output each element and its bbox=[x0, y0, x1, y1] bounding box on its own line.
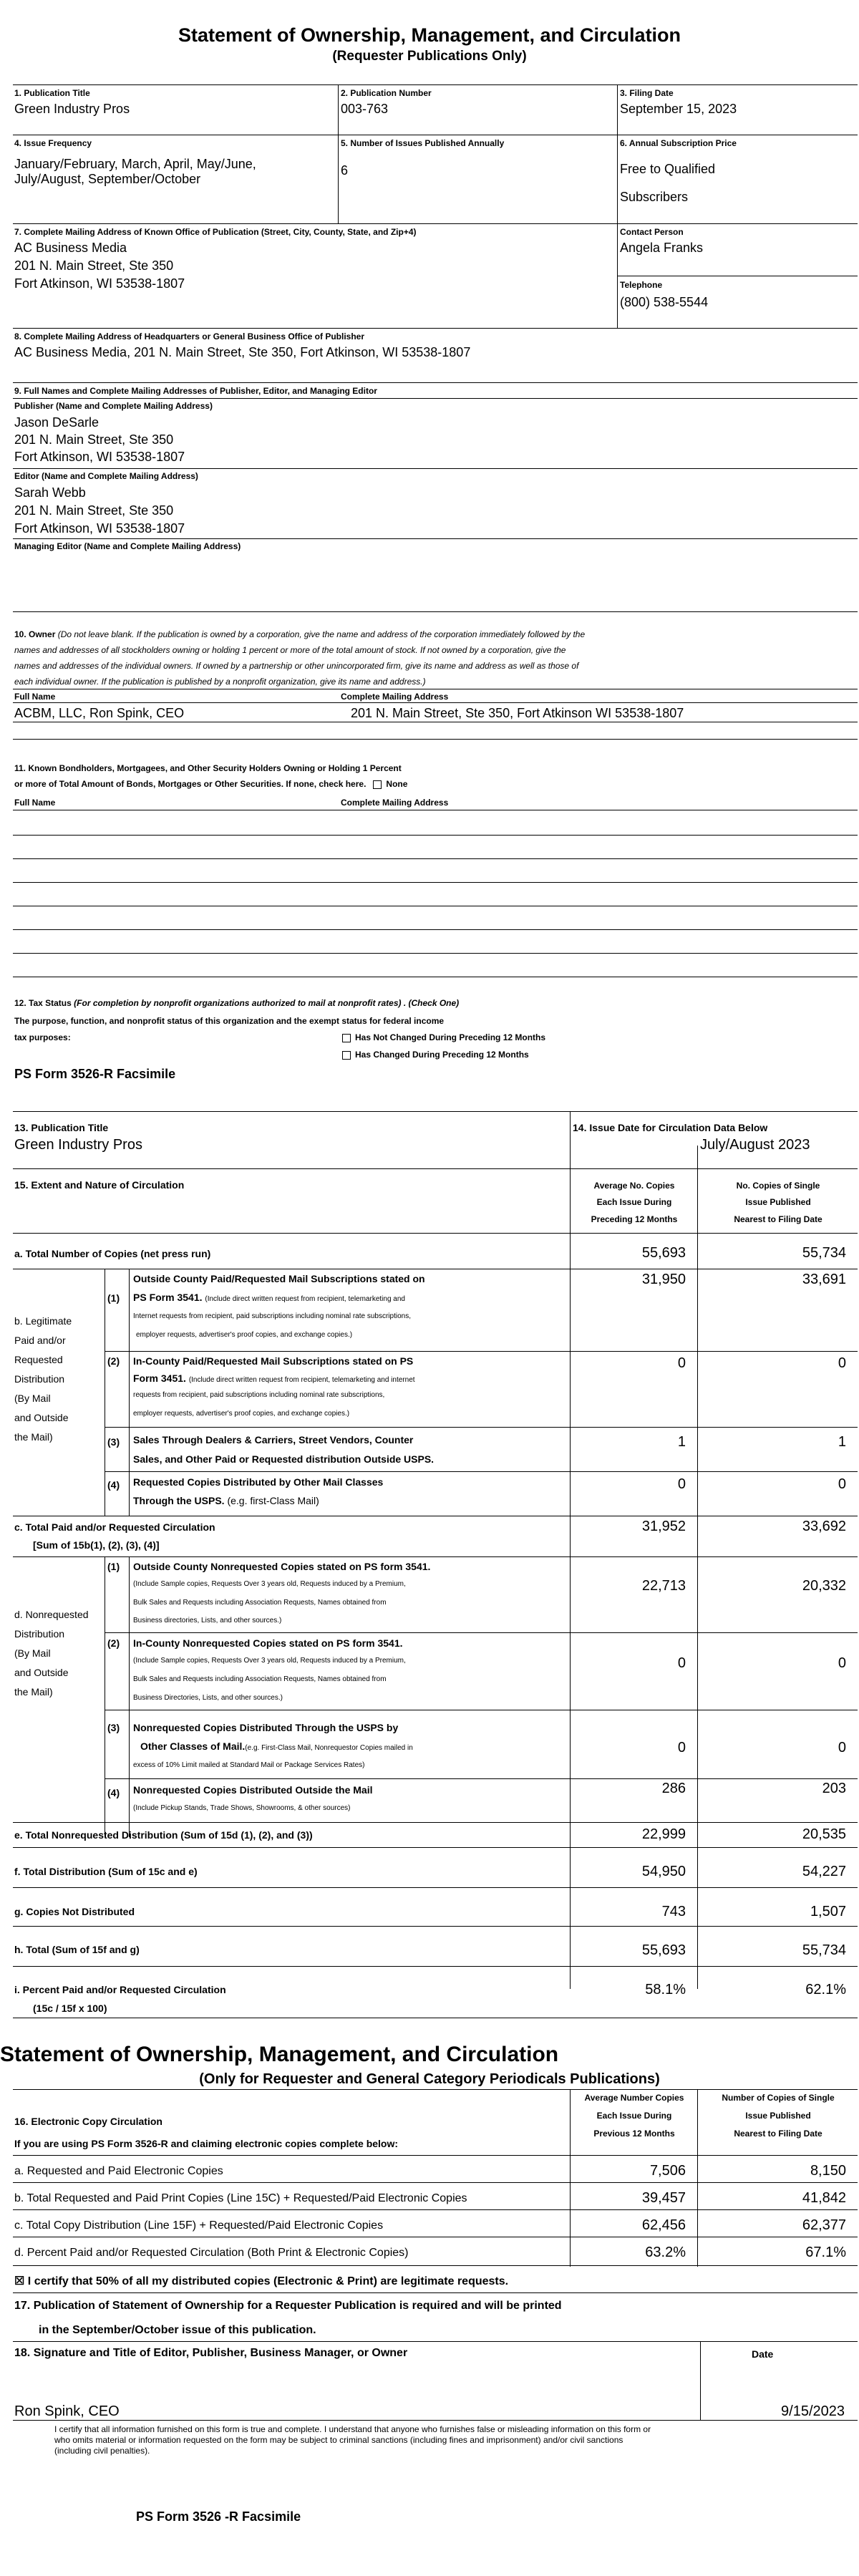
certify-text: I certify that 50% of all my distributed copies (Electronic & Print) are legitimate requests. bbox=[27, 2275, 509, 2287]
divider bbox=[570, 1111, 571, 1989]
full-name-header: Full Name bbox=[14, 692, 56, 702]
page-title: Statement of Ownership, Management, and Circulation bbox=[178, 24, 681, 46]
col-header-avg: Average No. Copies bbox=[593, 1181, 675, 1191]
row-i-avg: 58.1% bbox=[645, 1982, 686, 1998]
legal-text: (including civil penalties). bbox=[54, 2446, 150, 2456]
e-row-b-label: b. Total Requested and Paid Print Copies (Line 15C) + Requested/Paid Electronic Copies bbox=[14, 2192, 467, 2204]
mailing-address-label: 7. Complete Mailing Address of Known Office of Publication (Street, City, County, State, and Zip+4) bbox=[14, 227, 417, 237]
row-d2-text: In-County Nonrequested Copies stated on PS form 3541. bbox=[133, 1637, 403, 1649]
b-side-label: Requested bbox=[14, 1354, 63, 1365]
b-side-label: Paid and/or bbox=[14, 1335, 66, 1346]
row-d3-note: (e.g. First-Class Mail, Nonrequestor Copies mailed in bbox=[245, 1744, 413, 1752]
row-b2-note: (Include direct written request from recipient, telemarketing and internet bbox=[188, 1376, 415, 1384]
row-b1-single: 33,691 bbox=[802, 1272, 846, 1287]
section17-text: in the September/October issue of this publication. bbox=[39, 2324, 316, 2336]
row-e-label: e. Total Nonrequested Distribution (Sum of 15d (1), (2), and (3)) bbox=[14, 1829, 313, 1841]
row-i-label: i. Percent Paid and/or Requested Circulation bbox=[14, 1984, 226, 1995]
managing-editor-label: Managing Editor (Name and Complete Mailing Address) bbox=[14, 541, 241, 551]
b-side-label: b. Legitimate bbox=[14, 1315, 72, 1327]
e-row-b-avg: 39,457 bbox=[641, 2190, 686, 2206]
row-g-single: 1,507 bbox=[810, 1904, 846, 1919]
num-issues-value: 6 bbox=[341, 163, 349, 178]
row-g-avg: 743 bbox=[661, 1904, 686, 1919]
e-row-d-single: 67.1% bbox=[805, 2245, 846, 2260]
d-side-label: the Mail) bbox=[14, 1686, 53, 1698]
divider bbox=[13, 882, 858, 883]
row-b4-text bbox=[133, 1495, 319, 1506]
d-side-label: d. Nonrequested bbox=[14, 1609, 89, 1620]
mailing-address-line: AC Business Media bbox=[14, 241, 127, 255]
page-subtitle: (Requester Publications Only) bbox=[332, 49, 527, 64]
divider bbox=[13, 2265, 858, 2266]
owner-note: (Do not leave blank. If the publication is owned by a corporation, give the name and address of the corporation immediately followed by the bbox=[57, 629, 586, 639]
issue-frequency-label: 4. Issue Frequency bbox=[14, 138, 92, 148]
col-header-avg: Preceding 12 Months bbox=[591, 1214, 678, 1224]
contact-person-value: Angela Franks bbox=[620, 241, 704, 255]
row-b1-num: (1) bbox=[107, 1292, 120, 1304]
row-b1-note: Internet requests from recipient, paid subscriptions including nominal rate subscriptions, bbox=[133, 1312, 411, 1320]
section17-text: 17. Publication of Statement of Ownership for a Requester Publication is required and will be printed bbox=[14, 2300, 562, 2312]
e-row-c-single: 62,377 bbox=[802, 2217, 846, 2233]
owner-label-line bbox=[14, 629, 585, 639]
bondholders-label-text: or more of Total Amount of Bonds, Mortgages or Other Securities. If none, check here. bbox=[14, 779, 367, 789]
e-row-a-label: a. Requested and Paid Electronic Copies bbox=[14, 2165, 223, 2177]
mailing-address-line: Fort Atkinson, WI 53538-1807 bbox=[14, 276, 185, 291]
issue-date-label: 14. Issue Date for Circulation Data Below bbox=[573, 1122, 768, 1133]
row-f-avg: 54,950 bbox=[641, 1864, 686, 1879]
divider bbox=[570, 2089, 571, 2267]
bond-full-name-header: Full Name bbox=[14, 798, 56, 808]
row-c-label: c. Total Paid and/or Requested Circulation bbox=[14, 1521, 215, 1533]
divider bbox=[13, 739, 858, 740]
e-col-header-single: Nearest to Filing Date bbox=[734, 2129, 822, 2139]
tax-status-note: (For completion by nonprofit organizations authorized to mail at nonprofit rates) . (Check One) bbox=[74, 998, 460, 1008]
tax-option-changed[interactable] bbox=[342, 1050, 529, 1060]
row-c-label: [Sum of 15b(1), (2), (3), (4)] bbox=[33, 1539, 160, 1551]
tax-status-text: The purpose, function, and nonprofit status of this organization and the exempt status for federal income bbox=[14, 1016, 445, 1026]
legal-text: who omits material or information requested on the form may be subject to criminal sanctions (including fines and imprisonment) and/or civil sanctions bbox=[54, 2435, 623, 2445]
row-f-single: 54,227 bbox=[802, 1864, 846, 1879]
pub-number-label: 2. Publication Number bbox=[341, 88, 432, 98]
divider bbox=[105, 1632, 858, 1633]
divider bbox=[13, 702, 858, 703]
tax-status-text: tax purposes: bbox=[14, 1032, 71, 1042]
divider bbox=[697, 2089, 698, 2267]
row-d2-note: Business Directories, Lists, and other sources.) bbox=[133, 1694, 283, 1702]
row-a-label: a. Total Number of Copies (net press run) bbox=[14, 1248, 211, 1259]
checkbox-icon[interactable] bbox=[342, 1034, 351, 1042]
signature-label: 18. Signature and Title of Editor, Publisher, Business Manager, or Owner bbox=[14, 2347, 408, 2359]
pub-title-value: Green Industry Pros bbox=[14, 102, 130, 116]
row-d3-note: excess of 10% Limit mailed at Standard Mail or Package Services Rates) bbox=[133, 1761, 365, 1769]
row-c-single: 33,692 bbox=[802, 1519, 846, 1534]
row-b4-text: Requested Copies Distributed by Other Mail Classes bbox=[133, 1476, 384, 1488]
tax-option-unchanged[interactable] bbox=[342, 1032, 545, 1042]
issue-frequency-value: January/February, March, April, May/June, bbox=[14, 157, 256, 171]
divider bbox=[13, 1168, 858, 1169]
divider bbox=[13, 611, 858, 612]
divider bbox=[105, 1427, 858, 1428]
row-b4-num: (4) bbox=[107, 1479, 120, 1491]
tax-status-label: 12. Tax Status bbox=[14, 998, 72, 1008]
row-d4-avg: 286 bbox=[661, 1781, 686, 1796]
row-d4-note: (Include Pickup Stands, Trade Shows, Showrooms, & other sources) bbox=[133, 1804, 351, 1812]
names-label: 9. Full Names and Complete Mailing Addresses of Publisher, Editor, and Managing Editor bbox=[14, 386, 377, 396]
col-header-single: No. Copies of Single bbox=[736, 1181, 820, 1191]
row-b3-single: 1 bbox=[838, 1434, 846, 1450]
tax-status-line bbox=[14, 998, 459, 1008]
row-g-label: g. Copies Not Distributed bbox=[14, 1906, 135, 1917]
divider bbox=[13, 328, 858, 329]
row-d4-single: 203 bbox=[822, 1781, 846, 1796]
owner-note: names and addresses of the individual owners. If owned by a partnership or other unincorporated firm, give its name and address as well as those of bbox=[14, 661, 579, 671]
divider bbox=[617, 84, 618, 328]
pub-title-label: 1. Publication Title bbox=[14, 88, 90, 98]
divider bbox=[13, 953, 858, 954]
divider bbox=[13, 468, 858, 469]
date-label: Date bbox=[752, 2348, 774, 2360]
row-h-single: 55,734 bbox=[802, 1942, 846, 1958]
subscription-price-label: 6. Annual Subscription Price bbox=[620, 138, 737, 148]
row-d2-note: (Include Sample copies, Requests Over 3 years old, Requests induced by a Premium, bbox=[133, 1657, 406, 1665]
row-d4-num: (4) bbox=[107, 1787, 120, 1798]
contact-person-label: Contact Person bbox=[620, 227, 684, 237]
electronic-copy-label: 16. Electronic Copy Circulation bbox=[14, 2116, 162, 2127]
row-d2-note: Bulk Sales and Requests including Association Requests, Names obtained from bbox=[133, 1675, 387, 1683]
divider bbox=[13, 2209, 858, 2210]
tax-option-label: Has Not Changed During Preceding 12 Months bbox=[355, 1032, 546, 1042]
divider bbox=[13, 1822, 858, 1823]
none-checkbox[interactable] bbox=[373, 780, 382, 789]
e-col-header-single: Number of Copies of Single bbox=[722, 2093, 835, 2103]
row-b1-note: employer requests, advertiser's proof copies, and exchange copies.) bbox=[136, 1331, 353, 1339]
row-h-label: h. Total (Sum of 15f and g) bbox=[14, 1944, 140, 1955]
pub-title-value-2: Green Industry Pros bbox=[14, 1137, 142, 1153]
row-b1-form: PS Form 3541. bbox=[133, 1292, 203, 1303]
b-side-label: (By Mail bbox=[14, 1393, 51, 1404]
divider bbox=[13, 1926, 858, 1927]
e-col-header-avg: Average Number Copies bbox=[584, 2093, 684, 2103]
row-i-label: (15c / 15f x 100) bbox=[33, 2003, 107, 2014]
divider bbox=[13, 398, 858, 399]
e-row-d-label: d. Percent Paid and/or Requested Circulation (Both Print & Electronic Copies) bbox=[14, 2247, 409, 2259]
subscription-price-value: Free to Qualified bbox=[620, 162, 716, 176]
checkbox-icon[interactable] bbox=[342, 1051, 351, 1060]
e-col-header-avg: Previous 12 Months bbox=[593, 2129, 675, 2139]
certify-checkbox[interactable]: ☒ bbox=[14, 2275, 25, 2287]
d-side-label: and Outside bbox=[14, 1667, 69, 1678]
row-d4-text: Nonrequested Copies Distributed Outside the Mail bbox=[133, 1784, 373, 1796]
filing-date-label: 3. Filing Date bbox=[620, 88, 674, 98]
divider bbox=[13, 1847, 858, 1848]
none-label: None bbox=[386, 779, 408, 789]
owner-label: 10. Owner bbox=[14, 629, 56, 639]
mailing-address-line: 201 N. Main Street, Ste 350 bbox=[14, 258, 174, 273]
extent-label: 15. Extent and Nature of Circulation bbox=[14, 1179, 185, 1191]
divider bbox=[129, 1556, 130, 1837]
row-e-single: 20,535 bbox=[802, 1826, 846, 1842]
form-footer-label: PS Form 3526-R Facsimile bbox=[14, 1067, 176, 1081]
e-row-d-avg: 63.2% bbox=[645, 2245, 686, 2260]
hq-address-value: AC Business Media, 201 N. Main Street, Ste 350, Fort Atkinson, WI 53538-1807 bbox=[14, 345, 471, 359]
electronic-section-title: Statement of Ownership, Management, and Circulation bbox=[0, 2043, 559, 2066]
col-header-single: Issue Published bbox=[745, 1197, 811, 1207]
issue-date-value: July/August 2023 bbox=[700, 1137, 810, 1153]
row-d1-avg: 22,713 bbox=[641, 1578, 686, 1594]
row-b4-usps: Through the USPS. bbox=[133, 1495, 225, 1506]
row-b3-avg: 1 bbox=[677, 1434, 686, 1450]
row-b2-text: In-County Paid/Requested Mail Subscriptions stated on PS bbox=[133, 1355, 414, 1367]
certify-line bbox=[14, 2274, 508, 2288]
signer-name: Ron Spink, CEO bbox=[14, 2403, 120, 2419]
row-d3-avg: 0 bbox=[677, 1740, 686, 1756]
divider bbox=[700, 2341, 701, 2420]
subscription-price-value: Subscribers bbox=[620, 190, 689, 204]
row-d3-text bbox=[140, 1740, 413, 1752]
row-d1-note: (Include Sample copies, Requests Over 3 years old, Requests induced by a Premium, bbox=[133, 1580, 406, 1588]
divider bbox=[13, 1887, 858, 1888]
row-e-avg: 22,999 bbox=[641, 1826, 686, 1842]
complete-address-header: Complete Mailing Address bbox=[341, 692, 449, 702]
publisher-line: 201 N. Main Street, Ste 350 bbox=[14, 432, 174, 447]
editor-line: Fort Atkinson, WI 53538-1807 bbox=[14, 521, 185, 536]
divider bbox=[13, 382, 858, 383]
divider bbox=[105, 1351, 858, 1352]
row-d3-num: (3) bbox=[107, 1722, 120, 1733]
row-d1-note: Bulk Sales and Requests including Association Requests, Names obtained from bbox=[133, 1599, 387, 1607]
b-side-label: and Outside bbox=[14, 1412, 69, 1423]
e-row-a-avg: 7,506 bbox=[649, 2163, 686, 2179]
divider bbox=[13, 2341, 858, 2342]
row-b1-note: (Include direct written request from recipient, telemarketing and bbox=[205, 1295, 405, 1303]
d-side-label: (By Mail bbox=[14, 1647, 51, 1659]
row-a-single: 55,734 bbox=[802, 1245, 846, 1261]
divider bbox=[105, 1778, 858, 1779]
row-b2-form: Form 3451. bbox=[133, 1372, 186, 1384]
row-b4-avg: 0 bbox=[677, 1476, 686, 1492]
row-a-avg: 55,693 bbox=[641, 1245, 686, 1261]
row-b2-note: employer requests, advertiser's proof copies, and exchange copies.) bbox=[133, 1410, 350, 1418]
divider bbox=[13, 223, 858, 224]
row-b2-note: requests from recipient, paid subscriptions including nominal rate subscriptions, bbox=[133, 1391, 385, 1399]
row-b2-single: 0 bbox=[838, 1355, 846, 1371]
row-d2-avg: 0 bbox=[677, 1655, 686, 1671]
row-b3-text: Sales Through Dealers & Carriers, Street Vendors, Counter bbox=[133, 1434, 414, 1446]
num-issues-label: 5. Number of Issues Published Annually bbox=[341, 138, 505, 148]
divider bbox=[13, 2089, 858, 2090]
e-col-header-avg: Each Issue During bbox=[596, 2111, 672, 2121]
bondholders-label: 11. Known Bondholders, Mortgagees, and Other Security Holders Owning or Holding 1 Percent bbox=[14, 763, 402, 773]
e-row-c-avg: 62,456 bbox=[641, 2217, 686, 2233]
row-d3-classes: Other Classes of Mail. bbox=[140, 1740, 246, 1752]
telephone-value: (800) 538-5544 bbox=[620, 295, 709, 309]
e-row-a-single: 8,150 bbox=[810, 2163, 846, 2179]
row-i-single: 62.1% bbox=[805, 1982, 846, 1998]
row-b1-text bbox=[133, 1292, 405, 1303]
divider bbox=[697, 1146, 698, 1989]
divider bbox=[13, 2292, 858, 2293]
bond-address-header: Complete Mailing Address bbox=[341, 798, 449, 808]
divider bbox=[13, 84, 858, 85]
col-header-avg: Each Issue During bbox=[596, 1197, 672, 1207]
row-b2-avg: 0 bbox=[677, 1355, 686, 1371]
divider bbox=[13, 2420, 858, 2421]
tax-option-label: Has Changed During Preceding 12 Months bbox=[355, 1050, 529, 1060]
pub-number-value: 003-763 bbox=[341, 102, 389, 116]
e-row-b-single: 41,842 bbox=[802, 2190, 846, 2206]
form-footer-label-2: PS Form 3526 -R Facsimile bbox=[136, 2509, 301, 2524]
row-b4-note: (e.g. first-Class Mail) bbox=[227, 1495, 319, 1506]
divider bbox=[13, 835, 858, 836]
owner-note: names and addresses of all stockholders owning or holding 1 percent or more of the total amount of stock. If not owned by a corporation, give the bbox=[14, 645, 566, 655]
b-side-label: Distribution bbox=[14, 1373, 65, 1385]
row-d1-note: Business directories, Lists, and other sources.) bbox=[133, 1617, 282, 1624]
row-b2-text bbox=[133, 1372, 415, 1384]
row-f-label: f. Total Distribution (Sum of 15c and e) bbox=[14, 1866, 198, 1877]
divider bbox=[13, 538, 858, 539]
row-h-avg: 55,693 bbox=[641, 1942, 686, 1958]
row-d1-num: (1) bbox=[107, 1561, 120, 1572]
telephone-label: Telephone bbox=[620, 280, 663, 290]
pub-title-label-2: 13. Publication Title bbox=[14, 1122, 109, 1133]
row-b3-text: Sales, and Other Paid or Requested distribution Outside USPS. bbox=[133, 1453, 435, 1465]
row-b1-text: Outside County Paid/Requested Mail Subscriptions stated on bbox=[133, 1273, 425, 1284]
row-d2-single: 0 bbox=[838, 1655, 846, 1671]
editor-line: 201 N. Main Street, Ste 350 bbox=[14, 503, 174, 518]
row-d1-text: Outside County Nonrequested Copies stated on PS form 3541. bbox=[133, 1561, 431, 1572]
divider bbox=[13, 858, 858, 859]
b-side-label: the Mail) bbox=[14, 1431, 53, 1443]
d-side-label: Distribution bbox=[14, 1628, 65, 1640]
divider bbox=[129, 1269, 130, 1516]
editor-label: Editor (Name and Complete Mailing Address) bbox=[14, 471, 198, 481]
sign-date: 9/15/2023 bbox=[781, 2403, 845, 2419]
issue-frequency-value: July/August, September/October bbox=[14, 172, 201, 186]
electronic-section-subtitle: (Only for Requester and General Category Periodicals Publications) bbox=[199, 2071, 660, 2087]
publisher-label: Publisher (Name and Complete Mailing Address) bbox=[14, 401, 213, 411]
divider bbox=[13, 1233, 858, 1234]
row-c-avg: 31,952 bbox=[641, 1519, 686, 1534]
owner-note: each individual owner. If the publication is published by a nonprofit organization, give its name and address.) bbox=[14, 677, 426, 687]
legal-text: I certify that all information furnished on this form is true and complete. I understand that anyone who furnishes false or misleading information on this form or bbox=[54, 2424, 651, 2434]
row-d2-num: (2) bbox=[107, 1637, 120, 1649]
row-d1-single: 20,332 bbox=[802, 1578, 846, 1594]
divider bbox=[13, 2155, 858, 2156]
divider bbox=[338, 84, 339, 223]
divider bbox=[13, 1111, 858, 1112]
publisher-line: Fort Atkinson, WI 53538-1807 bbox=[14, 450, 185, 464]
divider bbox=[13, 2182, 858, 2183]
divider bbox=[13, 1556, 858, 1557]
row-d3-text: Nonrequested Copies Distributed Through the USPS by bbox=[133, 1722, 399, 1733]
owner-name: ACBM, LLC, Ron Spink, CEO bbox=[14, 706, 185, 720]
row-b3-num: (3) bbox=[107, 1436, 120, 1448]
e-row-c-label: c. Total Copy Distribution (Line 15F) + Requested/Paid Electronic Copies bbox=[14, 2219, 384, 2232]
publisher-line: Jason DeSarle bbox=[14, 415, 100, 430]
hq-address-label: 8. Complete Mailing Address of Headquarters or General Business Office of Publisher bbox=[14, 331, 365, 342]
filing-date-value: September 15, 2023 bbox=[620, 102, 737, 116]
row-b4-single: 0 bbox=[838, 1476, 846, 1492]
row-b1-avg: 31,950 bbox=[641, 1272, 686, 1287]
bondholders-label bbox=[14, 779, 407, 789]
divider bbox=[13, 1966, 858, 1967]
divider bbox=[105, 1471, 858, 1472]
owner-address: 201 N. Main Street, Ste 350, Fort Atkinson WI 53538-1807 bbox=[351, 706, 684, 720]
row-d3-single: 0 bbox=[838, 1740, 846, 1756]
col-header-single: Nearest to Filing Date bbox=[734, 1214, 822, 1224]
electronic-copy-note: If you are using PS Form 3526-R and claiming electronic copies complete below: bbox=[14, 2138, 399, 2149]
e-col-header-single: Issue Published bbox=[745, 2111, 811, 2121]
divider bbox=[13, 929, 858, 930]
editor-line: Sarah Webb bbox=[14, 485, 86, 500]
row-b2-num: (2) bbox=[107, 1355, 120, 1367]
